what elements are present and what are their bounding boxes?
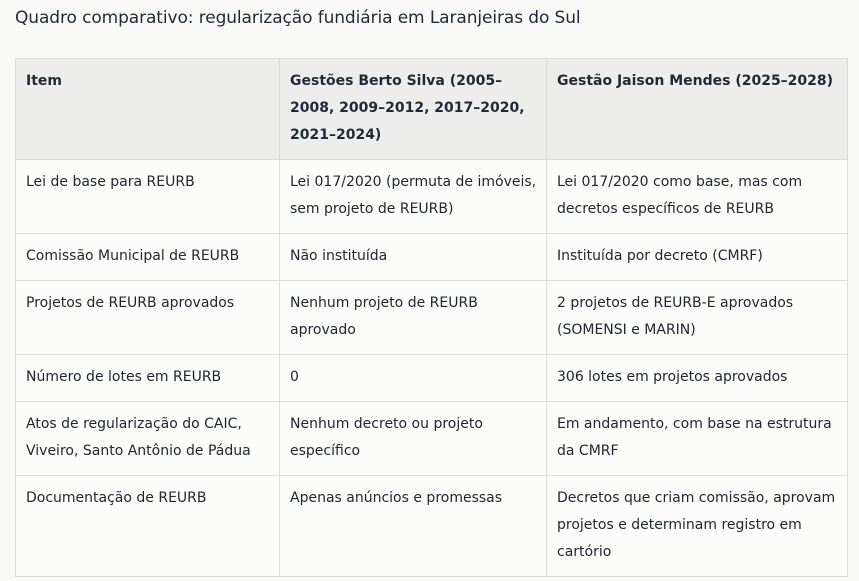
row-jaison-mendes: Lei 017/2020 como base, mas com decretos específicos de REURB: [547, 160, 848, 234]
table-row: [16, 234, 848, 281]
row-berto-silva: 0: [280, 355, 547, 402]
header-berto-silva: Gestões Berto Silva (2005–2008, 2009–2012, 2017–2020, 2021–2024): [280, 59, 547, 160]
table-row: [16, 476, 848, 577]
header-item: Item: [16, 59, 280, 160]
header-row: [16, 59, 848, 160]
table-row: [16, 355, 848, 402]
row-berto-silva: Nenhum projeto de REURB aprovado: [280, 281, 547, 355]
row-item: Lei de base para REURB: [16, 160, 280, 234]
table-body: [16, 160, 848, 577]
row-berto-silva: Não instituída: [280, 234, 547, 281]
table-header: [16, 59, 848, 160]
comparison-table: [15, 58, 848, 577]
row-jaison-mendes: Em andamento, com base na estrutura da CMRF: [547, 402, 848, 476]
row-item: Número de lotes em REURB: [16, 355, 280, 402]
page-title: Quadro comparativo: regularização fundiária em Laranjeiras do Sul: [15, 8, 581, 28]
row-berto-silva: Apenas anúncios e promessas: [280, 476, 547, 577]
row-jaison-mendes: 306 lotes em projetos aprovados: [547, 355, 848, 402]
row-item: Comissão Municipal de REURB: [16, 234, 280, 281]
row-item: Atos de regularização do CAIC, Viveiro, Santo Antônio de Pádua: [16, 402, 280, 476]
header-jaison-mendes: Gestão Jaison Mendes (2025–2028): [547, 59, 848, 160]
row-berto-silva: Lei 017/2020 (permuta de imóveis, sem projeto de REURB): [280, 160, 547, 234]
table-row: [16, 402, 848, 476]
table-row: [16, 160, 848, 234]
row-jaison-mendes: Decretos que criam comissão, aprovam projetos e determinam registro em cartório: [547, 476, 848, 577]
table-row: [16, 281, 848, 355]
row-jaison-mendes: Instituída por decreto (CMRF): [547, 234, 848, 281]
row-item: Projetos de REURB aprovados: [16, 281, 280, 355]
row-jaison-mendes: 2 projetos de REURB-E aprovados (SOMENSI e MARIN): [547, 281, 848, 355]
row-berto-silva: Nenhum decreto ou projeto específico: [280, 402, 547, 476]
row-item: Documentação de REURB: [16, 476, 280, 577]
